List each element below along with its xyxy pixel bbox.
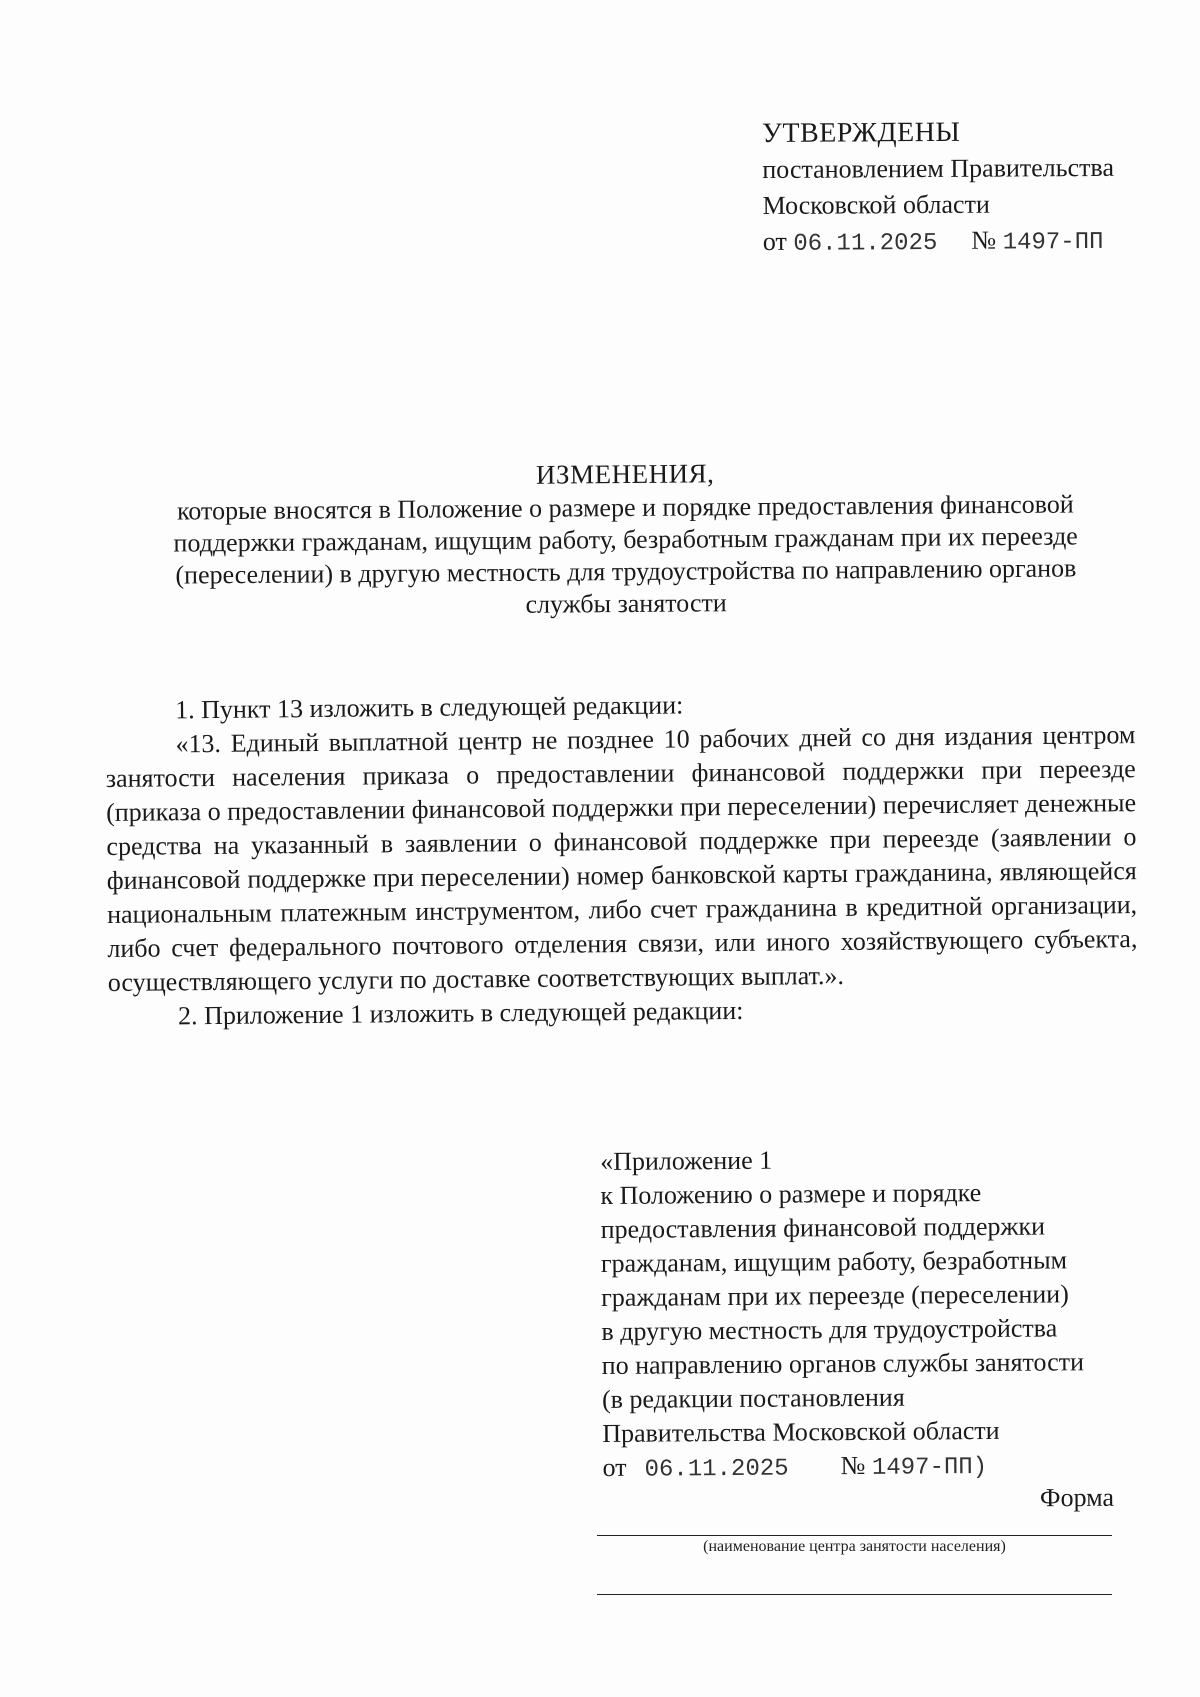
approval-line-1: постановлением Правительства [762, 152, 1115, 184]
changes-subtitle-line-4: службы занятости [525, 588, 727, 619]
approval-date-line [763, 222, 1163, 263]
appendix-line-4: гражданам, ищущим работу, безработным [600, 1245, 1068, 1278]
appendix-line-8: (в редакции постановления [601, 1382, 905, 1414]
appendix-number-sign: № [840, 1450, 866, 1481]
changes-subtitle-line-3: (переселении) в другую местность для трудоустройства по направлению органов [175, 553, 1077, 590]
appendix-line-2: к Положению о размере и порядке [600, 1178, 982, 1210]
signature-line-bottom [597, 1594, 1112, 1595]
changes-title: ИЗМЕНЕНИЯ, [535, 458, 715, 490]
appendix-line-7: по направлению органов службы занятости [601, 1347, 1085, 1380]
appendix-header [600, 1141, 1143, 1488]
appendix-line-6: в другую местность для трудоустройства [601, 1313, 1058, 1346]
approval-number-sign: № [971, 225, 997, 255]
paragraph-item-1: 1. Пункт 13 изложить в следующей редакции: [175, 690, 684, 725]
appendix-line-3: предоставления финансовой поддержки [600, 1211, 1046, 1244]
appendix-date-line [602, 1447, 1142, 1488]
center-name-caption: (наименование центра занятости населения) [703, 1538, 1006, 1555]
appendix-number: 1497-ПП) [871, 1453, 988, 1482]
paragraph-item-13: «13. Единый выплатной центр не позднее 10 рабочих дней со дня издания центром занятости населения приказа о предоставлении финансовой поддержки при переезде (приказа о предоставлении финансовой поддержки при переселении) перечисляет денежные средства на указанный в заявлении о финансовой поддержке при переезде (заявлении о финансовой поддержке при переселении) номер банковской карты гражданина, являющейся национальным платежным инструментом, либо счет гражданина в кредитной организации, либо счет федерального почтового отделения связи, или иного хозяйствующего субъекта, осуществляющего услуги по доставке соответствующих выплат.». [105, 720, 1138, 997]
changes-subtitle-line-1: которые вносятся в Положение о размере и порядке предоставления финансовой [176, 489, 1074, 526]
appendix-date: 06.11.2025 [644, 1455, 789, 1484]
changes-subtitle-line-2: поддержки гражданам, ищущим работу, безработным гражданам при их переезде [173, 521, 1078, 558]
signature-line-top [597, 1535, 1112, 1536]
document-body [105, 684, 1138, 1034]
appendix-from-prefix: от [602, 1452, 627, 1482]
form-label: Форма [1039, 1482, 1115, 1513]
paragraph-item-2: 2. Приложение 1 изложить в следующей редакции: [177, 995, 744, 1031]
appendix-line-9: Правительства Московской области [602, 1415, 1000, 1448]
approval-line-2: Московской области [762, 189, 990, 220]
approval-from-prefix: от [762, 226, 787, 256]
approval-stamp [762, 114, 1163, 263]
approval-date: 06.11.2025 [793, 229, 938, 258]
appendix-line-5: гражданам при их переезде (переселении) [601, 1279, 1069, 1312]
appendix-line-1: «Приложение 1 [600, 1145, 773, 1176]
approval-heading: УТВЕРЖДЕНЫ [762, 116, 961, 149]
changes-title-block [130, 454, 1121, 624]
approval-number: 1497-ПП [1002, 228, 1104, 257]
